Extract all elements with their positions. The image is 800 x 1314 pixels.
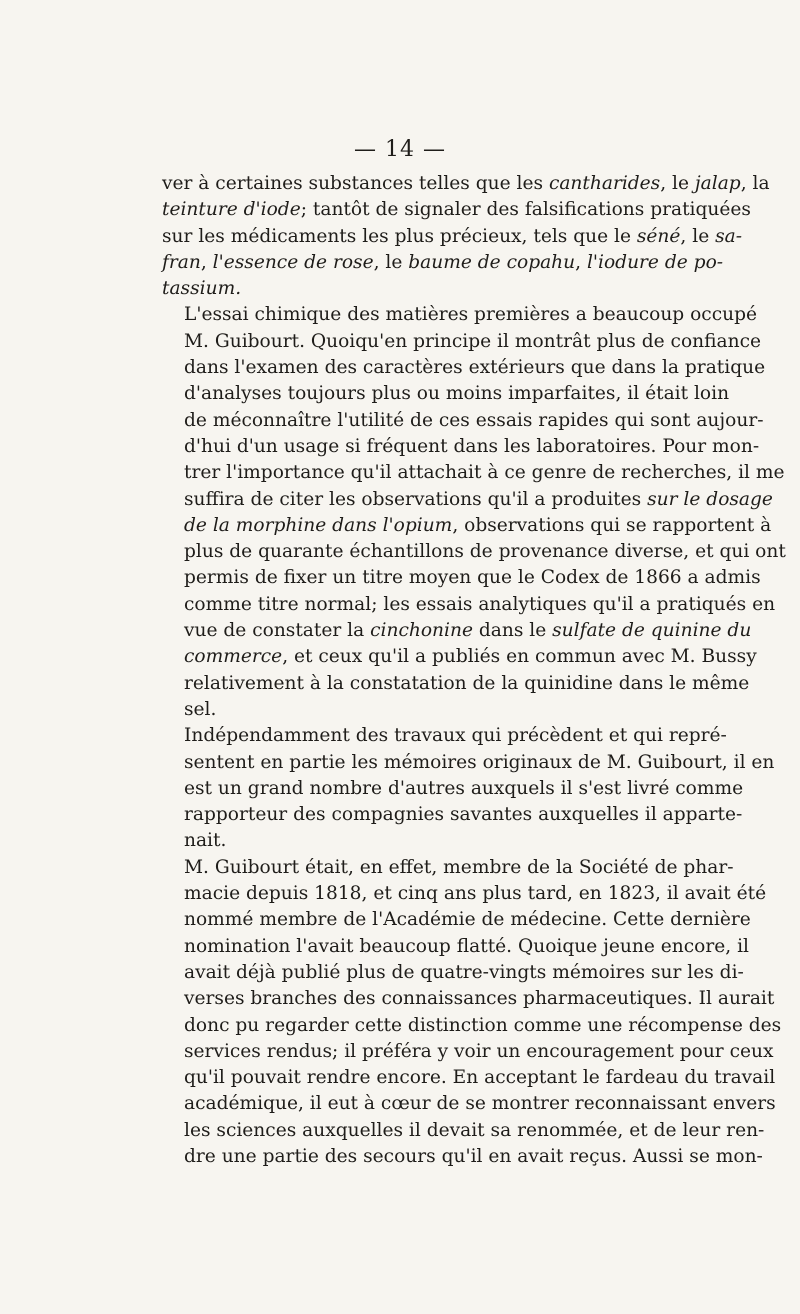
text-line xyxy=(162,381,730,407)
italic-term: cantharides xyxy=(548,173,661,194)
text-run: dre une partie des secours qu'il en avait reçus. Aussi se mon- xyxy=(184,1145,763,1167)
text-line xyxy=(162,776,744,802)
text-run: dans l'examen des caractères extérieurs que dans la pratique xyxy=(184,357,766,379)
text-line xyxy=(162,828,676,854)
text-run: , xyxy=(575,251,587,273)
text-run: , le xyxy=(660,173,695,194)
text-run: , le xyxy=(680,225,716,247)
text-line xyxy=(162,250,724,276)
paragraph xyxy=(162,723,775,854)
paragraph xyxy=(162,171,770,302)
text-run: suffira de citer les observations qu'il a produites xyxy=(184,488,648,510)
italic-term: fran xyxy=(162,251,201,273)
text-run: sur les médicaments les plus précieux, tels que le xyxy=(162,225,637,247)
text-run: L'essai chimique des matières premières a beaucoup occupé xyxy=(184,304,758,326)
italic-term: baume de copahu xyxy=(408,251,576,273)
text-run: rapporteur des compagnies savantes auxquelles il apparte- xyxy=(184,804,743,826)
text-line xyxy=(162,276,676,302)
text-line xyxy=(162,1118,765,1144)
text-line xyxy=(162,644,757,670)
text-run: de méconnaître l'utilité de ces essais rapides qui sont aujour- xyxy=(184,409,764,431)
text-run: plus de quarante échantillons de provenance diverse, et qui ont xyxy=(184,541,786,563)
text-run: d'analyses toujours plus ou moins imparfaites, il était loin xyxy=(184,383,730,405)
text-run: sentent en partie les mémoires originaux de M. Guibourt, il en xyxy=(184,751,775,773)
text-run: verses branches des connaissances pharmaceutiques. Il aurait xyxy=(184,988,775,1010)
text-line xyxy=(162,355,766,381)
text-line xyxy=(162,1144,763,1170)
text-line xyxy=(162,408,764,434)
text-run: services rendus; il préféra y voir un encouragement pour ceux xyxy=(184,1040,774,1062)
text-line xyxy=(162,1091,776,1117)
text-run: nomination l'avait beaucoup flatté. Quoique jeune encore, il xyxy=(184,935,749,957)
text-line xyxy=(162,671,750,697)
paragraph xyxy=(162,302,786,723)
paragraph xyxy=(162,855,782,1171)
text-line xyxy=(162,171,770,197)
italic-term: l'essence de rose xyxy=(212,251,374,273)
text-run: les sciences auxquelles il devait sa renommée, et de leur ren- xyxy=(184,1119,765,1141)
text-run: comme titre normal; les essais analytiques qu'il a pratiqués en xyxy=(184,593,776,615)
italic-term: de la morphine dans l'opium xyxy=(184,514,453,536)
italic-term: jalap xyxy=(694,173,741,194)
text-run: avait déjà publié plus de quatre-vingts mémoires sur les di- xyxy=(184,961,744,983)
text-line xyxy=(162,224,743,250)
text-run: vue de constater la xyxy=(184,620,371,642)
text-line xyxy=(162,750,775,776)
text-run: qu'il pouvait rendre encore. En acceptant le fardeau du travail xyxy=(184,1067,776,1089)
text-run: permis de fixer un titre moyen que le Codex de 1866 a admis xyxy=(184,567,761,589)
text-run: dans le xyxy=(472,620,553,642)
text-line xyxy=(162,460,785,486)
text-line xyxy=(162,618,752,644)
text-line xyxy=(162,960,744,986)
text-line xyxy=(162,592,776,618)
text-line xyxy=(162,434,760,460)
text-run: , xyxy=(200,251,213,273)
text-line xyxy=(162,907,751,933)
text-line xyxy=(162,1039,774,1065)
page-number: — 14 — xyxy=(354,137,446,162)
text-run: d'hui d'un usage si fréquent dans les laboratoires. Pour mon- xyxy=(184,435,760,457)
text-line xyxy=(162,513,772,539)
text-line xyxy=(162,881,767,907)
text-line xyxy=(162,302,758,328)
text-line xyxy=(162,802,743,828)
text-line xyxy=(162,1013,782,1039)
text-line xyxy=(162,986,775,1012)
text-line xyxy=(162,855,734,881)
text-run: nommé membre de l'Académie de médecine. Cette dernière xyxy=(184,909,751,931)
italic-term: sur le dosage xyxy=(647,488,773,510)
text-run: relativement à la constatation de la quinidine dans le même xyxy=(184,672,750,694)
text-run: sel. xyxy=(184,698,217,720)
text-line xyxy=(162,723,727,749)
italic-term: sulfate de quinine du xyxy=(552,620,752,642)
text-line xyxy=(162,934,749,960)
text-run: est un grand nombre d'autres auxquels il s'est livré comme xyxy=(184,777,744,799)
text-run: M. Guibourt était, en effet, membre de la Société de phar- xyxy=(184,856,734,878)
text-run: ver à certaines substances telles que les xyxy=(162,173,549,194)
text-run: , et ceux qu'il a publiés en commun avec M. Bussy xyxy=(282,646,757,668)
text-run: , le xyxy=(373,251,409,273)
text-run: M. Guibourt. Quoiqu'en principe il montrât plus de confiance xyxy=(184,330,762,352)
italic-term: séné xyxy=(636,225,681,247)
italic-term: teinture d'iode xyxy=(162,199,301,221)
text-line xyxy=(162,197,751,223)
text-run: , observations qui se rapportent à xyxy=(452,514,772,536)
italic-term: tassium. xyxy=(162,278,242,300)
text-line xyxy=(162,565,761,591)
italic-term: cinchonine xyxy=(370,620,473,642)
text-run: , la xyxy=(740,173,770,194)
text-run: donc pu regarder cette distinction comme une récompense des xyxy=(184,1014,782,1036)
text-line xyxy=(162,329,762,355)
text-line xyxy=(162,487,773,513)
text-run: macie depuis 1818, et cinq ans plus tard, en 1823, il avait été xyxy=(184,883,767,905)
italic-term: commerce xyxy=(184,646,283,668)
text-run: académique, il eut à cœur de se montrer reconnaissant envers xyxy=(184,1093,776,1115)
text-run: ; tantôt de signaler des falsifications pratiquées xyxy=(300,199,751,221)
text-line xyxy=(162,697,676,723)
text-run: Indépendamment des travaux qui précèdent et qui repré- xyxy=(184,725,727,747)
italic-term: l'iodure de po- xyxy=(586,251,724,273)
text-run: trer l'importance qu'il attachait à ce genre de recherches, il me xyxy=(184,462,785,484)
italic-term: sa- xyxy=(715,225,743,247)
text-line xyxy=(162,539,786,565)
text-line xyxy=(162,1065,776,1091)
body-text xyxy=(162,171,786,1170)
text-run: nait. xyxy=(184,830,227,852)
